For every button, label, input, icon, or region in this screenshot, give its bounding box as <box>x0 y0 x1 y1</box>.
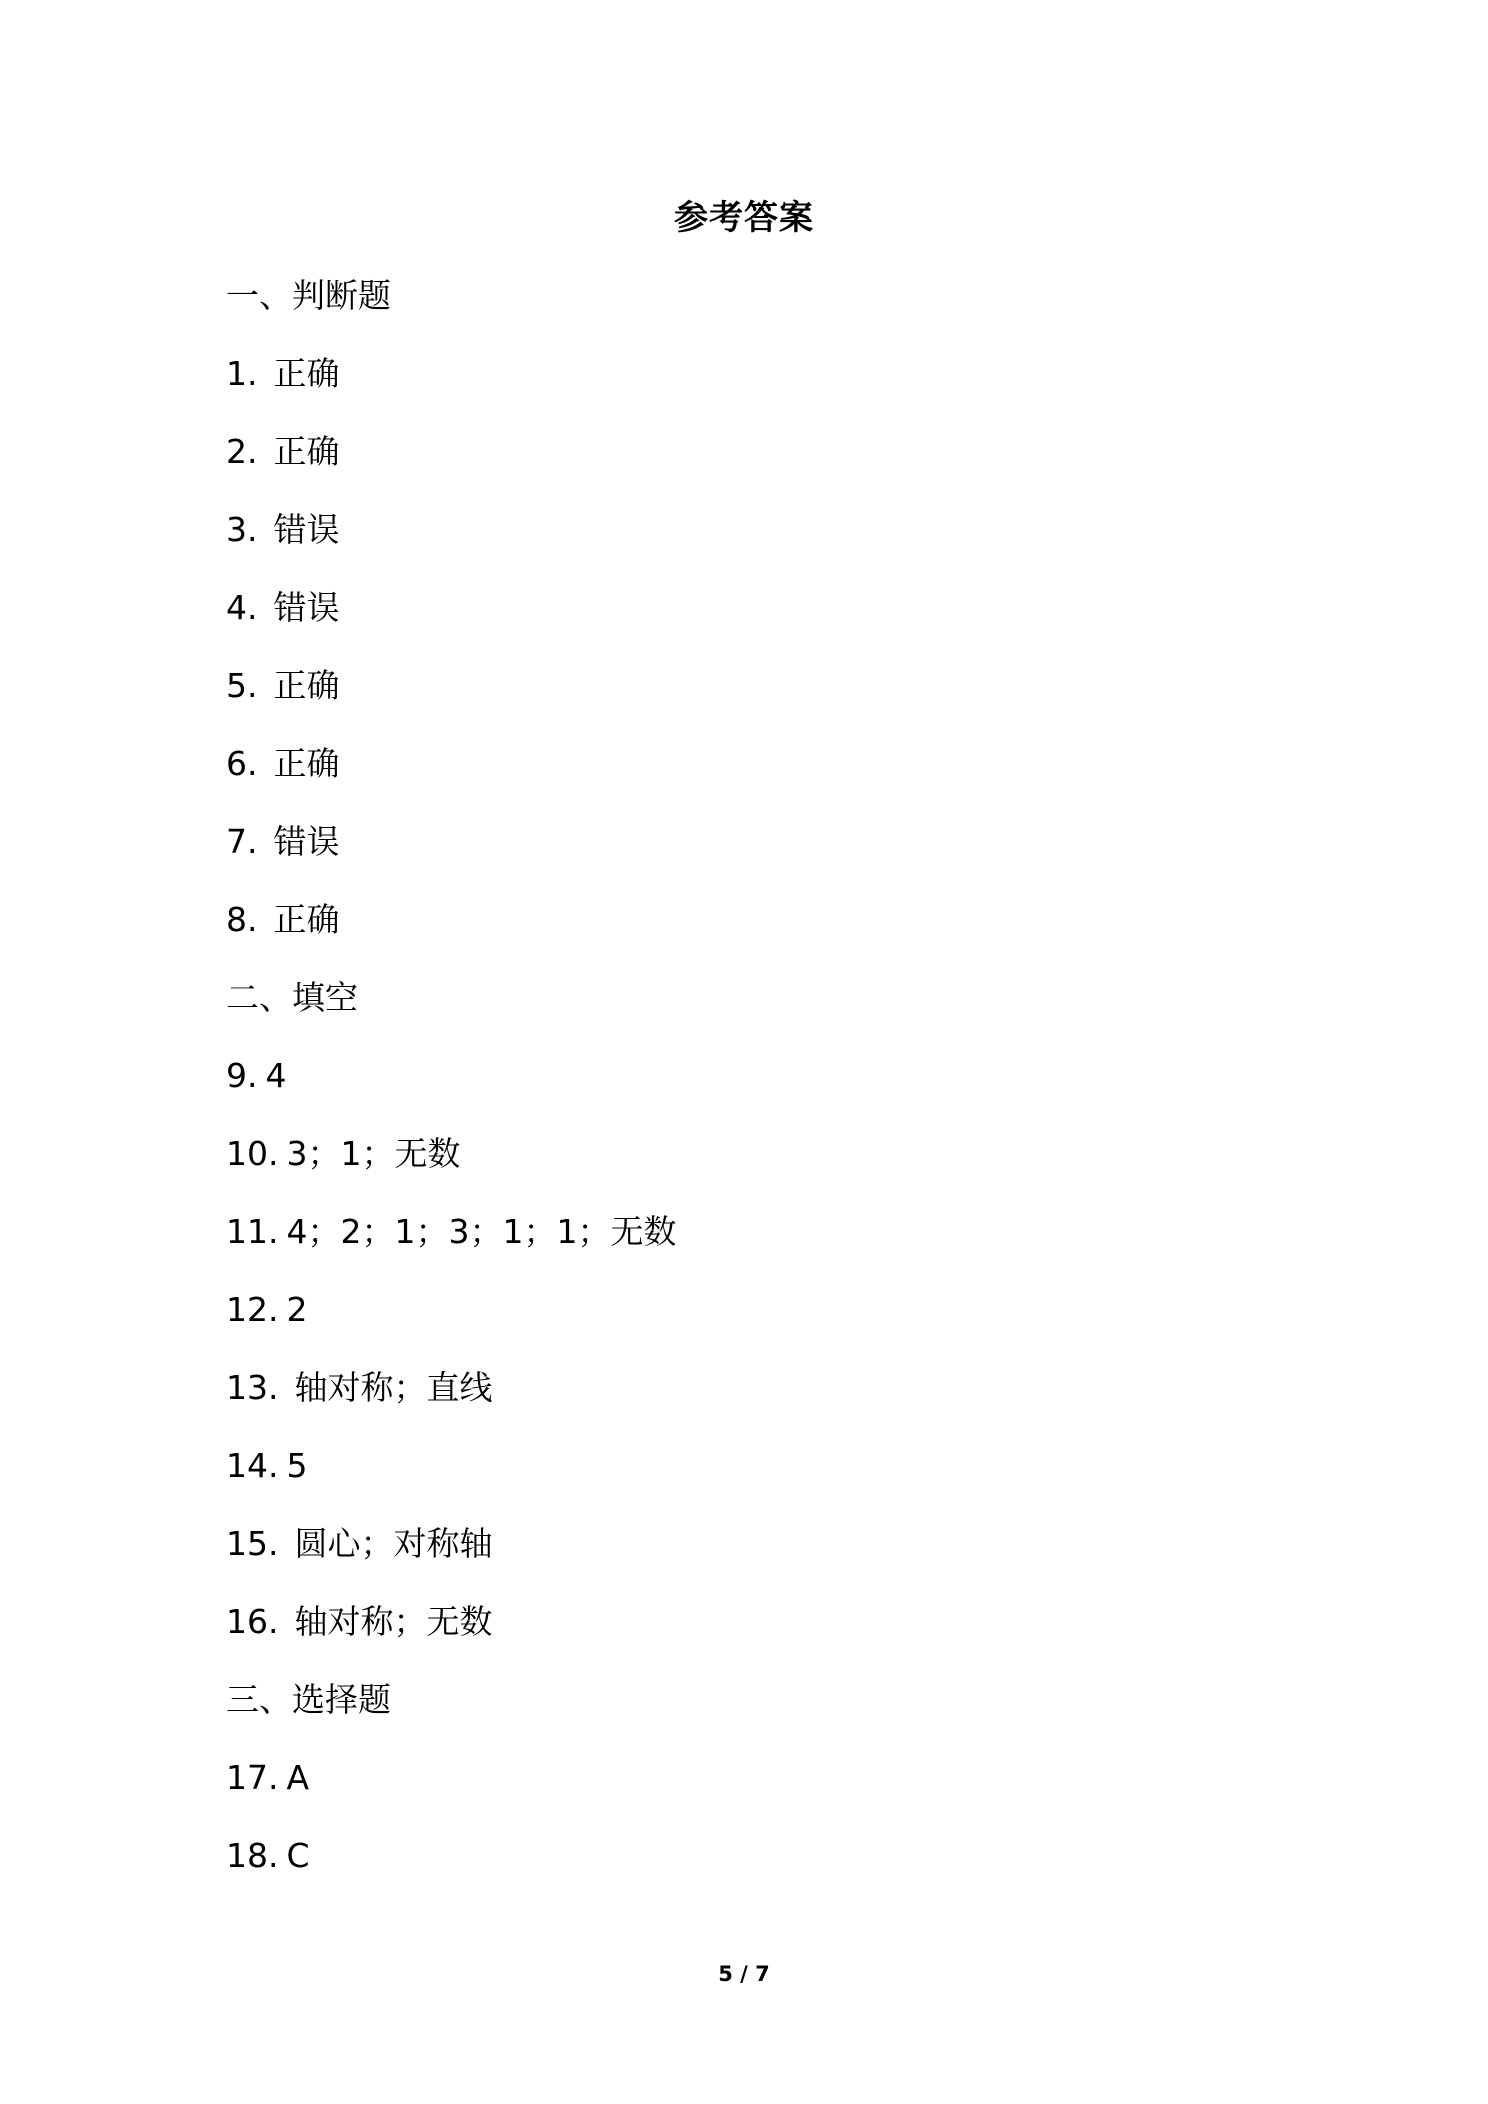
answer-item <box>226 1756 309 1800</box>
item-answer: C <box>286 1836 310 1875</box>
answer-item <box>226 1600 492 1644</box>
item-number: 9. <box>226 1056 258 1095</box>
item-number: 3. <box>226 510 258 549</box>
item-number: 11. <box>226 1212 279 1251</box>
answer-item <box>226 586 340 630</box>
answer-item <box>226 1366 492 1410</box>
item-answer: 4；2；1；3；1；1；无数 <box>286 1212 677 1251</box>
item-answer: 2 <box>286 1290 308 1329</box>
answer-item <box>226 820 340 864</box>
item-number: 13. <box>226 1368 279 1407</box>
item-answer: 错误 <box>273 510 340 549</box>
answer-item <box>226 898 340 942</box>
item-answer: 正确 <box>273 744 340 783</box>
answer-item <box>226 430 340 474</box>
answer-item <box>226 1210 676 1254</box>
item-number: 16. <box>226 1602 279 1641</box>
answer-item <box>226 508 340 552</box>
answer-item <box>226 1444 307 1488</box>
item-answer: 3；1；无数 <box>286 1134 461 1173</box>
item-answer: 圆心；对称轴 <box>294 1524 493 1563</box>
item-answer: 正确 <box>273 354 340 393</box>
answer-item <box>226 1834 310 1878</box>
answer-item <box>226 1132 460 1176</box>
page-title: 参考答案 <box>674 198 814 238</box>
item-number: 17. <box>226 1758 279 1797</box>
item-answer: 正确 <box>273 900 340 939</box>
item-number: 5. <box>226 666 258 705</box>
item-number: 7. <box>226 822 258 861</box>
item-answer: 4 <box>265 1056 287 1095</box>
item-answer: 轴对称；无数 <box>294 1602 493 1641</box>
answer-item <box>226 1288 307 1332</box>
item-answer: 错误 <box>273 588 340 627</box>
item-number: 2. <box>226 432 258 471</box>
item-number: 8. <box>226 900 258 939</box>
answer-item <box>226 1054 287 1098</box>
answer-item <box>226 742 340 786</box>
item-number: 18. <box>226 1836 279 1875</box>
section-heading-judgment: 一、判断题 <box>226 276 391 315</box>
item-answer: 5 <box>286 1446 308 1485</box>
item-answer: 轴对称；直线 <box>294 1368 493 1407</box>
answer-item <box>226 664 340 708</box>
item-number: 6. <box>226 744 258 783</box>
item-answer: 正确 <box>273 432 340 471</box>
item-number: 1. <box>226 354 258 393</box>
page-number: 5 / 7 <box>718 1962 770 1986</box>
answer-item <box>226 1522 492 1566</box>
item-answer: 错误 <box>273 822 340 861</box>
item-answer: 正确 <box>273 666 340 705</box>
item-number: 10. <box>226 1134 279 1173</box>
item-number: 15. <box>226 1524 279 1563</box>
section-heading-fill-in: 二、填空 <box>226 978 358 1017</box>
item-number: 14. <box>226 1446 279 1485</box>
section-heading-multiple-choice: 三、选择题 <box>226 1680 391 1719</box>
answer-item <box>226 352 340 396</box>
item-number: 4. <box>226 588 258 627</box>
item-number: 12. <box>226 1290 279 1329</box>
item-answer: A <box>286 1758 310 1797</box>
